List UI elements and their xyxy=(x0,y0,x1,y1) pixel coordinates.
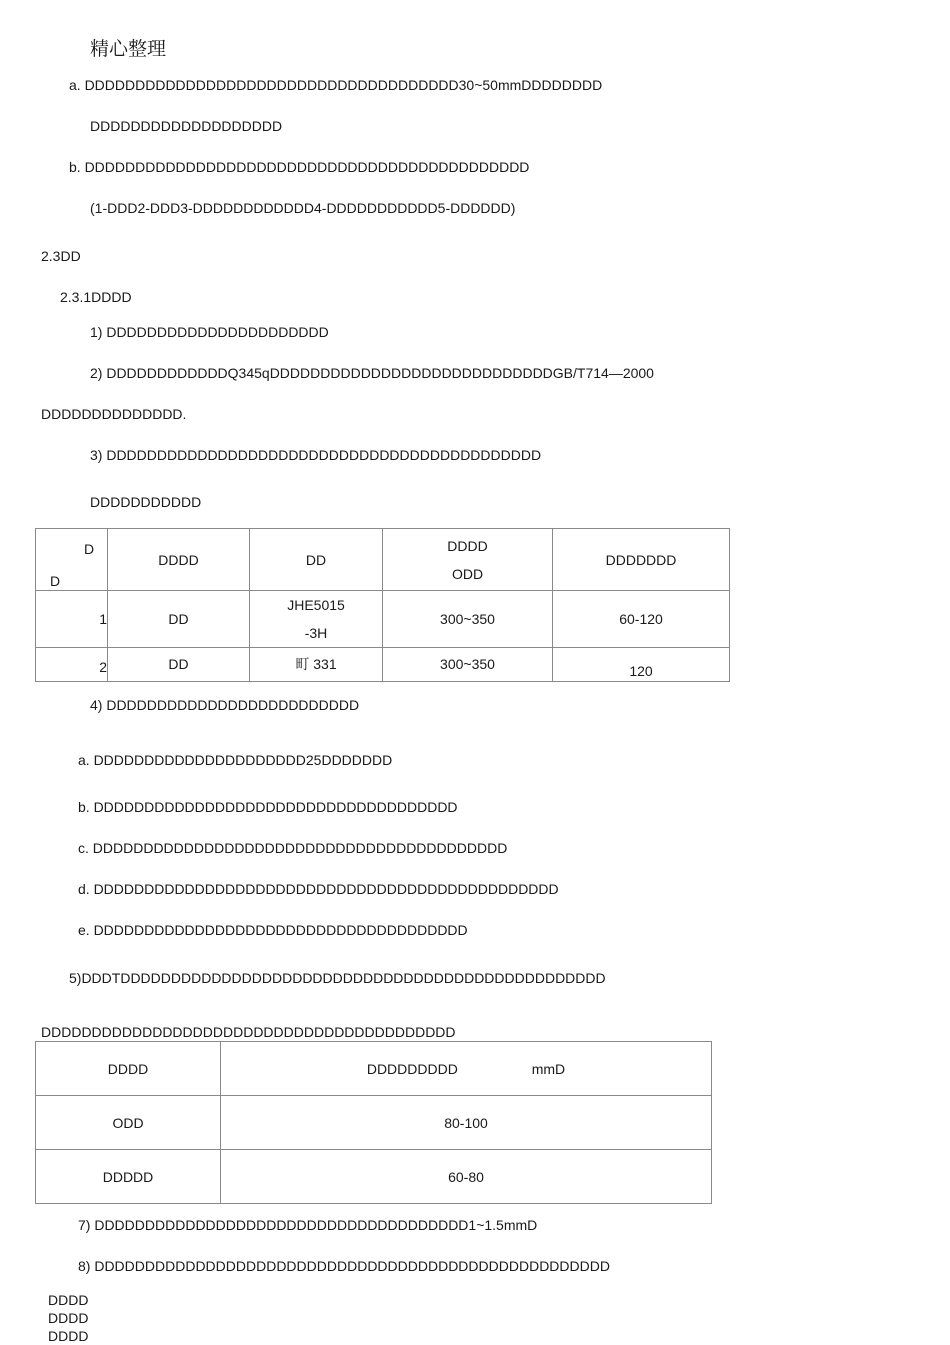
table2-header-unit: mmD xyxy=(531,1060,566,1077)
material-table xyxy=(35,528,730,682)
table1-cell-line: JHE5015 xyxy=(287,597,345,613)
table1-header-line: ODD xyxy=(451,565,484,582)
table1-corner-bottom: D xyxy=(50,573,61,589)
table1-header: DDDD xyxy=(108,529,250,591)
table1-cell xyxy=(250,591,383,648)
item-b-line: b. DDDDDDDDDDDDDDDDDDDDDDDDDDDDDDDDDDDDDDDDDDDD xyxy=(69,159,530,175)
list-item-8: 8) DDDDDDDDDDDDDDDDDDDDDDDDDDDDDDDDDDDDDDDDDDDDDDDDDDD xyxy=(78,1258,610,1274)
table2-cell: 60-80 xyxy=(221,1150,712,1204)
table-row xyxy=(36,648,730,682)
list-item-5: 5)DDDTDDDDDDDDDDDDDDDDDDDDDDDDDDDDDDDDDDDDDDDDDDDDDDDD xyxy=(69,970,606,986)
table1-cell: DD xyxy=(108,648,250,682)
table1-cell: 300~350 xyxy=(383,591,553,648)
sub-item-b: b. DDDDDDDDDDDDDDDDDDDDDDDDDDDDDDDDDDDD xyxy=(78,799,458,815)
table-row xyxy=(36,591,730,648)
table1-corner-top: D xyxy=(84,541,95,557)
table1-header: DDDDDDD xyxy=(553,529,730,591)
list-item-7: 7) DDDDDDDDDDDDDDDDDDDDDDDDDDDDDDDDDDDDD1~1.5mmD xyxy=(78,1217,538,1233)
list-item-2-continuation: DDDDDDDDDDDDDD. xyxy=(41,406,187,422)
table2-cell: ODD xyxy=(36,1096,221,1150)
table1-cell-line: -3H xyxy=(304,625,328,641)
table2-cell: 80-100 xyxy=(221,1096,712,1150)
table-row xyxy=(36,1150,712,1204)
item-a-line: a. DDDDDDDDDDDDDDDDDDDDDDDDDDDDDDDDDDDDD30~50mmDDDDDDDD xyxy=(69,77,603,93)
sub-item-d: d. DDDDDDDDDDDDDDDDDDDDDDDDDDDDDDDDDDDDDDDDDDDDDD xyxy=(78,881,559,897)
table2-header: DDDD xyxy=(36,1042,221,1096)
table1-row-number: 1 xyxy=(36,591,108,648)
section-2-3-1-heading: 2.3.1DDDD xyxy=(60,289,132,305)
table2-cell: DDDDD xyxy=(36,1150,221,1204)
footer-line: DDDD xyxy=(48,1292,89,1308)
table1-cell: DD xyxy=(108,591,250,648)
table1-cell: 120 xyxy=(553,648,730,682)
table1-cell: 60-120 xyxy=(553,591,730,648)
table2-header-label: DDDDDDDDD xyxy=(366,1060,458,1077)
list-item-3-continuation: DDDDDDDDDDD xyxy=(90,494,202,510)
table1-header-line: DDDD xyxy=(447,537,488,554)
section-2-3-heading: 2.3DD xyxy=(41,248,81,264)
sub-item-a: a. DDDDDDDDDDDDDDDDDDDDD25DDDDDDD xyxy=(78,752,393,768)
thickness-table xyxy=(35,1041,712,1204)
list-item-4: 4) DDDDDDDDDDDDDDDDDDDDDDDDD xyxy=(90,697,360,713)
table1-cell: 300~350 xyxy=(383,648,553,682)
table2-header xyxy=(221,1042,712,1096)
list-item-3: 3) DDDDDDDDDDDDDDDDDDDDDDDDDDDDDDDDDDDDDDDDDDD xyxy=(90,447,542,463)
footer-line: DDDD xyxy=(48,1328,89,1344)
footer-line: DDDD xyxy=(48,1310,89,1326)
page-header: 精心整理 xyxy=(90,38,167,60)
item-a-continuation: DDDDDDDDDDDDDDDDDDD xyxy=(90,118,283,134)
table1-corner-cell xyxy=(36,529,108,591)
list-item-5-continuation: DDDDDDDDDDDDDDDDDDDDDDDDDDDDDDDDDDDDDDDDD xyxy=(41,1024,456,1040)
list-item-1: 1) DDDDDDDDDDDDDDDDDDDDDD xyxy=(90,324,329,340)
item-b-continuation: (1-DDD2-DDD3-DDDDDDDDDDDD4-DDDDDDDDDDD5-DDDDDD) xyxy=(90,200,516,216)
list-item-2: 2) DDDDDDDDDDDDQ345qDDDDDDDDDDDDDDDDDDDDDDDDDDDDGB/T714—2000 xyxy=(90,365,654,381)
sub-item-e: e. DDDDDDDDDDDDDDDDDDDDDDDDDDDDDDDDDDDDD xyxy=(78,922,468,938)
table1-header xyxy=(383,529,553,591)
sub-item-c: c. DDDDDDDDDDDDDDDDDDDDDDDDDDDDDDDDDDDDDDDDD xyxy=(78,840,508,856)
table1-row-number: 2 xyxy=(36,648,108,682)
table1-header: DD xyxy=(250,529,383,591)
table1-cell: 町 331 xyxy=(250,648,383,682)
table-row xyxy=(36,1096,712,1150)
